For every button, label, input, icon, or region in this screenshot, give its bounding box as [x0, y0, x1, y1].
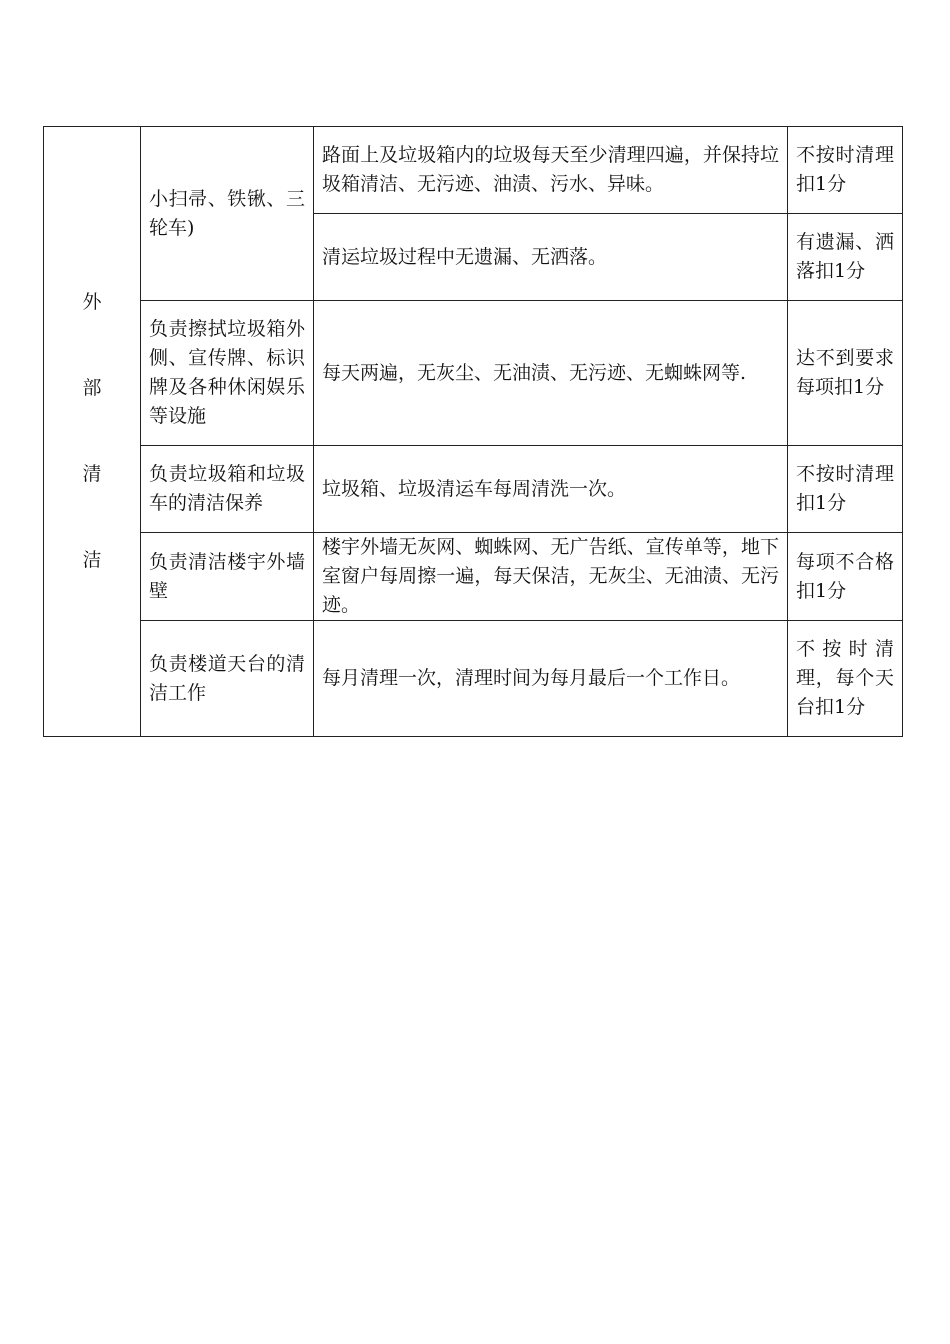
scope-cell	[141, 127, 314, 301]
standard-text: 清运垃圾过程中无遗漏、无洒落。	[322, 245, 608, 268]
standard-cell	[314, 533, 788, 621]
standard-text: 每天两遍，无灰尘、无油渍、无污迹、无蜘蛛网等.	[322, 361, 747, 384]
penalty-text: 有遗漏、洒落扣1分	[796, 231, 894, 282]
standard-cell	[314, 301, 788, 446]
scope-text: 小扫帚、铁锹、三轮车)	[149, 187, 305, 239]
standard-cell	[314, 621, 788, 737]
scope-cell	[141, 621, 314, 737]
category-char: 部	[82, 377, 102, 399]
cleaning-standards-table	[43, 126, 903, 737]
scope-text: 负责擦拭垃圾箱外侧、宣传牌、标识牌及各种休闲娱乐等设施	[149, 318, 305, 427]
penalty-text: 每项不合格扣1分	[796, 550, 894, 602]
standard-text: 每月清理一次，清理时间为每月最后一个工作日。	[322, 667, 741, 689]
penalty-text: 不按时清理扣1分	[796, 144, 894, 195]
category-char: 清	[82, 463, 102, 485]
scope-cell	[141, 446, 314, 533]
category-char: 外	[82, 291, 102, 313]
penalty-cell	[788, 214, 903, 301]
standard-text: 垃圾箱、垃圾清运车每周清洗一次。	[322, 477, 627, 500]
scope-text: 负责楼道天台的清洁工作	[149, 652, 305, 704]
table-row	[44, 127, 903, 214]
table-row	[44, 301, 903, 446]
table-row	[44, 533, 903, 621]
standard-text: 路面上及垃圾箱内的垃圾每天至少清理四遍，并保持垃圾箱清洁、无污迹、油渍、污水、异味。	[322, 144, 779, 195]
penalty-cell	[788, 446, 903, 533]
category-char: 洁	[82, 549, 102, 571]
penalty-cell	[788, 127, 903, 214]
penalty-text: 不按时清理扣1分	[796, 463, 894, 514]
scope-text: 负责垃圾箱和垃圾车的清洁保养	[149, 463, 305, 514]
penalty-cell	[788, 621, 903, 737]
standard-cell	[314, 214, 788, 301]
penalty-text: 不按时清理，每个天台扣1分	[796, 638, 894, 718]
standard-cell	[314, 127, 788, 214]
standard-text: 楼宇外墙无灰网、蜘蛛网、无广告纸、宣传单等，地下室窗户每周擦一遍，每天保洁，无灰尘、无油渍、无污迹。	[322, 536, 779, 616]
standard-cell	[314, 446, 788, 533]
penalty-cell	[788, 533, 903, 621]
table-row	[44, 621, 903, 737]
scope-text: 负责清洁楼宇外墙壁	[149, 550, 305, 602]
scope-cell	[141, 301, 314, 446]
penalty-cell	[788, 301, 903, 446]
table-row	[44, 446, 903, 533]
scope-cell	[141, 533, 314, 621]
penalty-text: 达不到要求每项扣1分	[796, 347, 894, 398]
category-cell	[44, 127, 141, 737]
category-label	[52, 288, 132, 575]
